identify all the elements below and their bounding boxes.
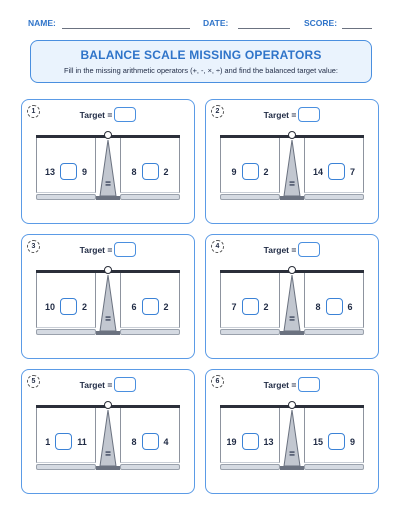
target-answer-box[interactable] [114,107,136,122]
right-pan [304,273,364,328]
left-pan-base [220,464,280,470]
left-operand-a: 1 [45,436,51,447]
problem-number: 3 [27,240,40,253]
right-operator-box[interactable] [142,298,159,315]
left-pan [220,408,280,463]
scale-stand-icon [96,275,120,335]
pivot-icon [288,266,296,274]
score-label: SCORE: [304,18,338,28]
left-operand-b: 9 [82,166,88,177]
left-operator-box[interactable] [60,298,77,315]
right-operator-box[interactable] [328,433,345,450]
right-pan [304,408,364,463]
equals-sign: = [105,179,111,190]
right-operand-a: 8 [315,301,321,312]
pivot-icon [104,401,112,409]
title-box [30,40,372,83]
target-row [206,242,378,257]
worksheet-title: BALANCE SCALE MISSING OPERATORS [80,48,322,62]
target-row [206,107,378,122]
right-pan-base [120,194,180,200]
target-answer-box[interactable] [298,242,320,257]
right-pan-base [304,329,364,335]
right-pan-base [304,194,364,200]
date-line[interactable] [238,28,290,29]
left-operator-box[interactable] [242,433,259,450]
right-operator-box[interactable] [142,433,159,450]
left-operand-a: 7 [231,301,237,312]
target-answer-box[interactable] [298,377,320,392]
right-operand-a: 6 [131,301,137,312]
target-label: Target = [263,109,297,120]
target-row [22,377,194,392]
score-line[interactable] [342,28,372,29]
right-operand-b: 4 [163,436,169,447]
problem-card-2 [205,99,379,224]
target-row [22,107,194,122]
left-operator-box[interactable] [242,298,259,315]
target-label: Target = [263,244,297,255]
right-pan [120,138,180,193]
problem-card-5 [21,369,195,494]
left-operand-a: 13 [44,166,55,177]
right-operand-a: 8 [131,166,137,177]
right-operand-b: 6 [347,301,353,312]
left-pan [36,138,96,193]
equals-sign: = [105,314,111,325]
scale-stand-icon [96,140,120,200]
left-operand-a: 10 [44,301,55,312]
target-answer-box[interactable] [114,242,136,257]
target-label: Target = [79,379,113,390]
right-operand-b: 2 [163,301,169,312]
pivot-icon [288,401,296,409]
problem-number: 6 [211,375,224,388]
right-pan [120,273,180,328]
pivot-icon [104,266,112,274]
right-pan-base [304,464,364,470]
problem-card-4 [205,234,379,359]
pivot-icon [104,131,112,139]
scale-stand-icon [96,410,120,470]
target-label: Target = [79,109,113,120]
right-operator-box[interactable] [328,163,345,180]
left-operator-box[interactable] [60,163,77,180]
problem-number: 2 [211,105,224,118]
left-pan [220,138,280,193]
right-pan-base [120,464,180,470]
name-line[interactable] [62,28,190,29]
problem-card-3 [21,234,195,359]
left-operand-b: 2 [263,166,269,177]
left-operator-box[interactable] [55,433,72,450]
left-operand-b: 2 [82,301,88,312]
left-operand-b: 13 [263,436,274,447]
scale-stand-icon [280,140,304,200]
left-pan [220,273,280,328]
name-label: NAME: [28,18,56,28]
problem-card-6 [205,369,379,494]
target-row [22,242,194,257]
date-label: DATE: [203,18,229,28]
right-operand-b: 2 [163,166,169,177]
right-pan-base [120,329,180,335]
right-operator-box[interactable] [142,163,159,180]
target-row [206,377,378,392]
target-answer-box[interactable] [114,377,136,392]
left-operand-b: 11 [77,436,87,447]
left-pan-base [36,194,96,200]
right-operand-a: 15 [312,436,323,447]
left-pan-base [220,194,280,200]
right-operand-a: 8 [131,436,137,447]
target-label: Target = [79,244,113,255]
right-operator-box[interactable] [326,298,343,315]
problem-number: 4 [211,240,224,253]
left-pan [36,408,96,463]
right-operand-b: 7 [350,166,356,177]
pivot-icon [288,131,296,139]
left-pan-base [220,329,280,335]
left-operand-a: 19 [226,436,237,447]
worksheet-instructions: Fill in the missing arithmetic operators (+, -, ×, ÷) and find the balanced target value: [64,66,338,75]
target-label: Target = [263,379,297,390]
scale-stand-icon [280,275,304,335]
target-answer-box[interactable] [298,107,320,122]
left-pan-base [36,329,96,335]
equals-sign: = [289,314,295,325]
problem-card-1 [21,99,195,224]
equals-sign: = [289,449,295,460]
right-pan [120,408,180,463]
right-operand-a: 14 [312,166,323,177]
equals-sign: = [105,449,111,460]
left-operand-a: 9 [231,166,237,177]
equals-sign: = [289,179,295,190]
problem-number: 1 [27,105,40,118]
scale-stand-icon [280,410,304,470]
left-operand-b: 2 [263,301,269,312]
problem-number: 5 [27,375,40,388]
right-operand-b: 9 [350,436,356,447]
right-pan [304,138,364,193]
left-operator-box[interactable] [242,163,259,180]
left-pan-base [36,464,96,470]
left-pan [36,273,96,328]
